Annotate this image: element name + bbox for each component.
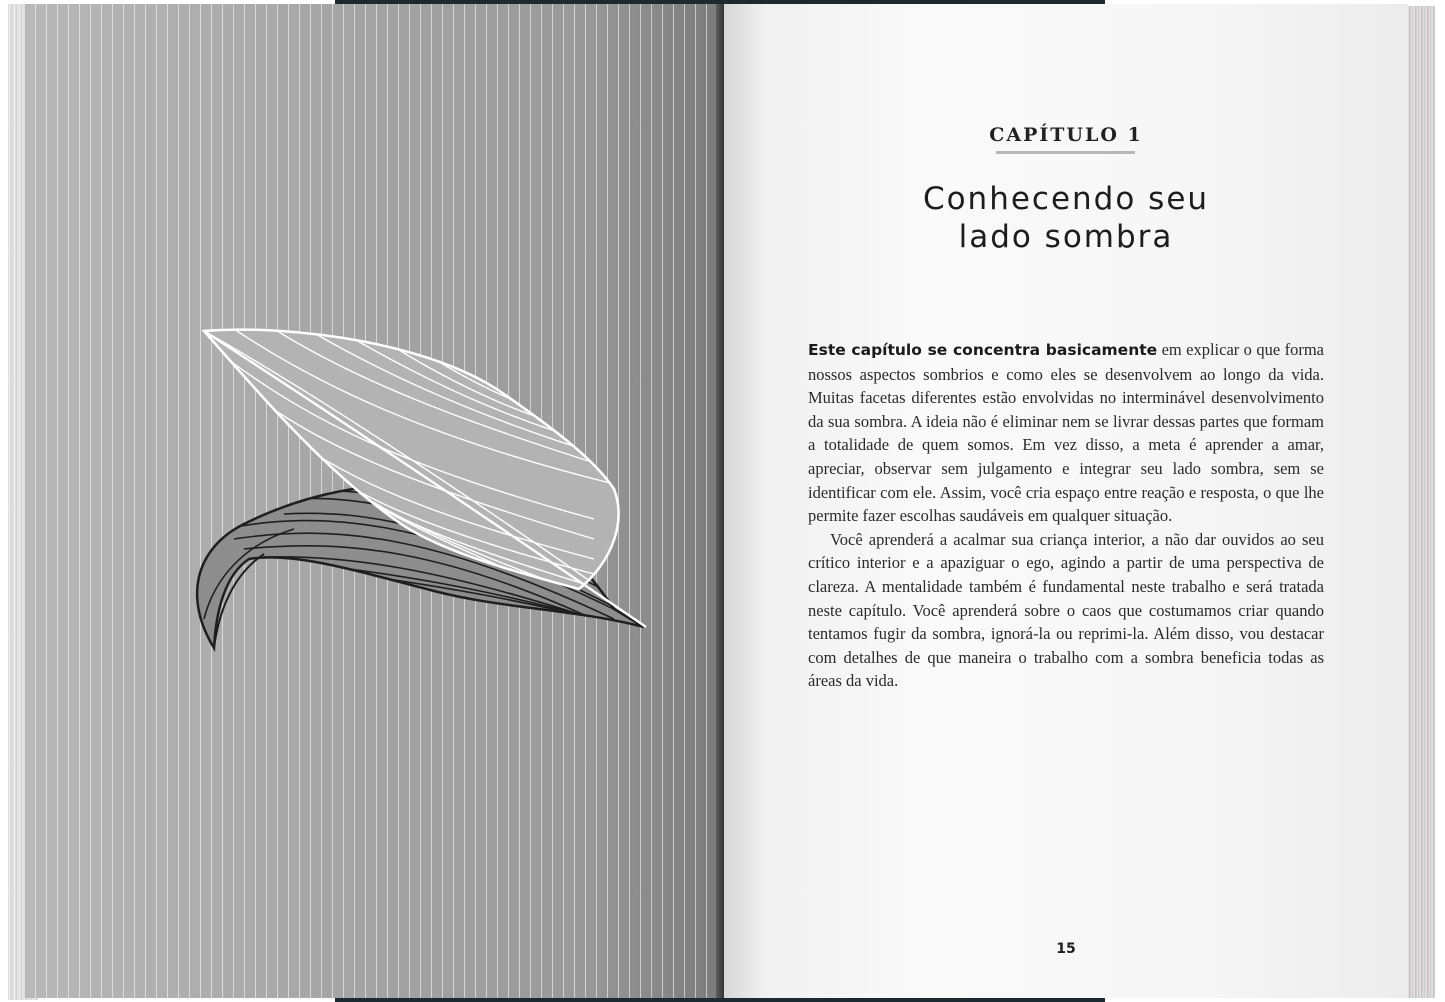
paragraph-1-lead: Este capítulo se concentra basicamente [808, 341, 1158, 359]
paragraph-1 [808, 338, 1324, 528]
chapter-label: CAPÍTULO 1 [989, 124, 1143, 146]
chapter-title-line-2: lado sombra [958, 219, 1174, 255]
chapter-rule [996, 151, 1135, 154]
leaf-illustration [174, 319, 654, 659]
page-edges-right [1405, 6, 1435, 998]
right-page [724, 4, 1408, 998]
left-page [24, 4, 724, 998]
page-number: 15 [1056, 941, 1076, 957]
paragraph-2: Você aprenderá a acalmar sua criança interior, a não dar ouvidos ao seu crítico interior e a apaziguar o ego, agindo a partir de uma perspectiva de clareza. A mentalidade também é fundamental neste trabalho e será tratada neste capítulo. Você aprenderá sobre o caos que costumamos criar quando tentamos fugir da sombra, ignorá-la ou reprimi-la. Além disso, vou destacar com detalhes de que maneira o trabalho com a sombra beneficia todas as áreas da vida. [808, 529, 1324, 691]
chapter-title-line-1: Conhecendo seu [922, 181, 1210, 217]
paragraph-1-rest: em explicar o que forma nossos aspectos sombrios e como eles se desenvolvem ao longo da vida. Muitas facetas diferentes estão envolvidas no interminável desenvolvimento da sua sombra. A ideia não é eliminar nem se livrar dessas partes que formam a totalidade de quem somos. Em vez disso, a meta é aprender a amar, apreciar, observar sem julgamento e integrar seu lado sombra, sem se identificar com ele. Assim, você cria espaço entre reação e resposta, o que lhe permite fazer escolhas saudáveis em qualquer situação. [808, 340, 1324, 526]
chapter-title [724, 180, 1408, 256]
body-text [808, 338, 1324, 693]
